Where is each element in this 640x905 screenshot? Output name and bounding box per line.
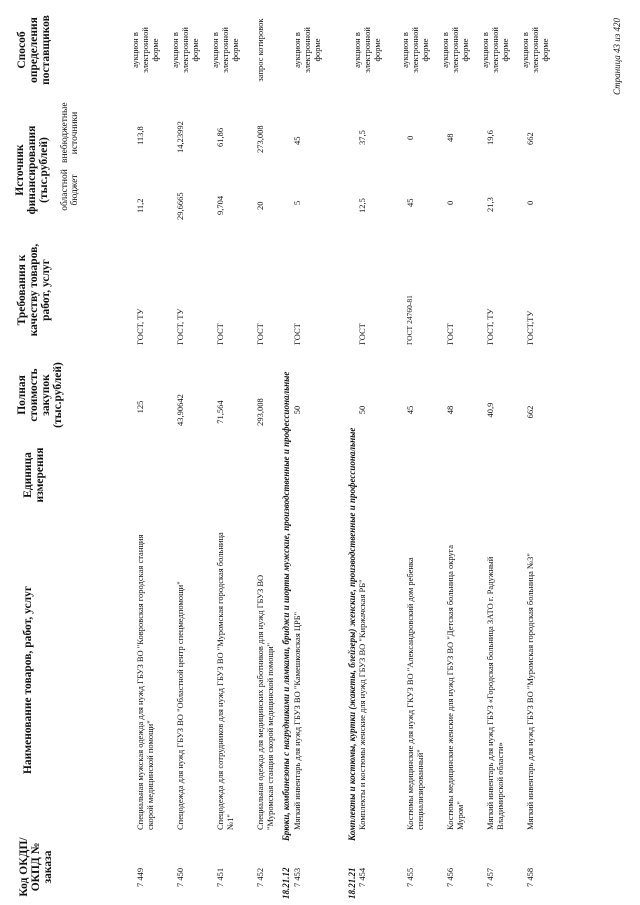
header-funding-regional: областной бюджет	[60, 169, 80, 211]
row-code: 7 457	[485, 867, 495, 887]
row-method: аукцион в электронной форме	[352, 27, 382, 73]
row-method: аукцион в электронной форме	[520, 27, 550, 73]
row-code: 7 453	[292, 867, 302, 887]
row-code: 7 456	[445, 867, 455, 887]
row-cost: 662	[525, 405, 535, 419]
row-method: аукцион в электронной форме	[292, 27, 322, 73]
row-requirements: ГОСТ	[445, 323, 455, 345]
row-offbudget: 662	[525, 132, 535, 145]
row-code: 7 458	[525, 867, 535, 887]
row-offbudget: 19,6	[485, 130, 495, 145]
row-regional: 0	[525, 200, 535, 205]
row-code: 7 450	[175, 867, 185, 887]
section-title: Брюки, комбинезоны с нагрудниками и лямками, бриджи и шорты мужские, производственные и профессиональные	[281, 371, 291, 841]
header-method: Способ определения поставщиков	[16, 15, 52, 85]
row-regional: 11,2	[135, 198, 145, 213]
row-method: аукцион в электронной форме	[130, 27, 160, 73]
row-offbudget: 14,23992	[175, 121, 185, 153]
row-offbudget: 61,86	[215, 127, 225, 147]
row-regional: 5	[292, 200, 302, 205]
row-name: Спецодежда для нужд ГБУЗ ВО "Областной центр спецмедпомощи"	[175, 581, 185, 830]
row-requirements: ГОСТ	[215, 323, 225, 345]
row-cost: 125	[135, 400, 145, 414]
row-cost: 45	[405, 405, 415, 415]
row-requirements: ГОСТ 24760-81	[405, 295, 414, 345]
row-method: аукцион в электронной форме	[480, 27, 510, 73]
row-regional: 9,704	[215, 195, 225, 215]
row-name: Комплекты и костюмы женские для нужд ГБУЗ ВО "Киржачская РБ"	[357, 579, 367, 830]
row-name: Специальная мужская одежда для нужд ГБУЗ ВО "Ковровская городская станция скорой медицинской помощи"	[135, 534, 155, 830]
row-cost: 50	[292, 405, 302, 415]
header-code: Код ОКДП/ ОКПД № заказа	[18, 837, 54, 897]
header-unit: Единица измерения	[22, 447, 46, 503]
row-regional: 45	[405, 198, 415, 207]
row-cost: 71,564	[215, 400, 225, 424]
row-requirements: ГОСТ, ТУ	[485, 308, 495, 345]
row-code: 7 451	[215, 867, 225, 887]
row-name: Мягкий инвентарь для нужд ГБУЗ ВО "Муромская городская больница №3"	[525, 553, 535, 830]
row-offbudget: 273,008	[255, 125, 265, 153]
row-requirements: ГОСТ	[255, 323, 265, 345]
header-name: Наименование товаров, работ, услуг	[22, 585, 34, 775]
row-method: аукцион в электронной форме	[210, 27, 240, 73]
row-regional: 12,5	[357, 198, 367, 213]
section-title: Комплекты и костюмы, куртки (жакеты, блейзеры) женские, производственные и профессиональные	[347, 427, 357, 841]
page-number: Страница 43 из 420	[612, 18, 622, 95]
row-requirements: ГОСТ	[292, 323, 302, 345]
row-requirements: ГОСТ, ТУ	[175, 308, 185, 345]
row-offbudget: 113,8	[135, 126, 145, 145]
row-regional: 29,6665	[175, 192, 185, 220]
header-funding-offbudget: внебюджетные источники	[60, 102, 80, 163]
row-name: Костюмы медицинские для нужд ГКУЗ ВО "Александровский дом ребенка специализированный"	[405, 557, 425, 830]
row-name: Спецодежда для сотрудников для нужд ГБУЗ ВО "Муромская городская больница №1"	[215, 532, 235, 830]
row-cost: 43,90642	[175, 394, 185, 426]
row-offbudget: 45	[292, 136, 302, 145]
row-regional: 21,3	[485, 197, 495, 212]
row-name: Специальная одежда для медицинских работников для нужд ГБУЗ ВО "Муромская станция скорой медицинской помощи"	[255, 574, 275, 830]
section-code: 18.21.21	[347, 867, 357, 899]
section-code: 18.21.12	[281, 867, 291, 899]
row-cost: 48	[445, 405, 455, 415]
row-code: 7 455	[405, 867, 415, 887]
row-cost: 40,9	[485, 402, 495, 418]
row-method: аукцион в электронной форме	[400, 27, 430, 73]
row-requirements: ГОСТ,ТУ	[525, 310, 535, 345]
header-requirements: Требования к качеству товаров, работ, услуг	[16, 243, 52, 337]
row-method: аукцион в электронной форме	[170, 27, 200, 73]
row-code: 7 452	[255, 867, 265, 887]
row-method: запрос котировок	[255, 18, 265, 82]
header-cost: Полная стоимость закупок (тыс.рублей)	[16, 362, 64, 428]
row-regional: 20	[255, 201, 265, 210]
row-offbudget: 0	[405, 135, 415, 140]
row-code: 7 454	[357, 867, 367, 887]
row-name: Костюмы медицинские женские для нужд ГБУЗ ВО "Детская больница округа Муром"	[445, 544, 465, 830]
row-requirements: ГОСТ, ТУ	[135, 308, 145, 345]
row-cost: 50	[357, 405, 367, 415]
row-requirements: ГОСТ	[357, 323, 367, 345]
row-cost: 293,008	[255, 398, 265, 426]
header-funding: Источник финансирования (тыс.рублей)	[14, 125, 50, 215]
row-name: Мягкий инвентарь для нужд ГБУЗ ВО "Камешковская ЦРБ"	[292, 611, 302, 830]
row-name: Мягкий инвентарь для нужд ГБУЗ «Городская больница ЗАТО г. Радужный Владимирской области»	[485, 556, 505, 830]
row-regional: 0	[445, 200, 455, 205]
row-code: 7 449	[135, 867, 145, 887]
row-offbudget: 37,5	[357, 130, 367, 145]
row-offbudget: 48	[445, 133, 455, 142]
row-method: аукцион в электронной форме	[440, 27, 470, 73]
